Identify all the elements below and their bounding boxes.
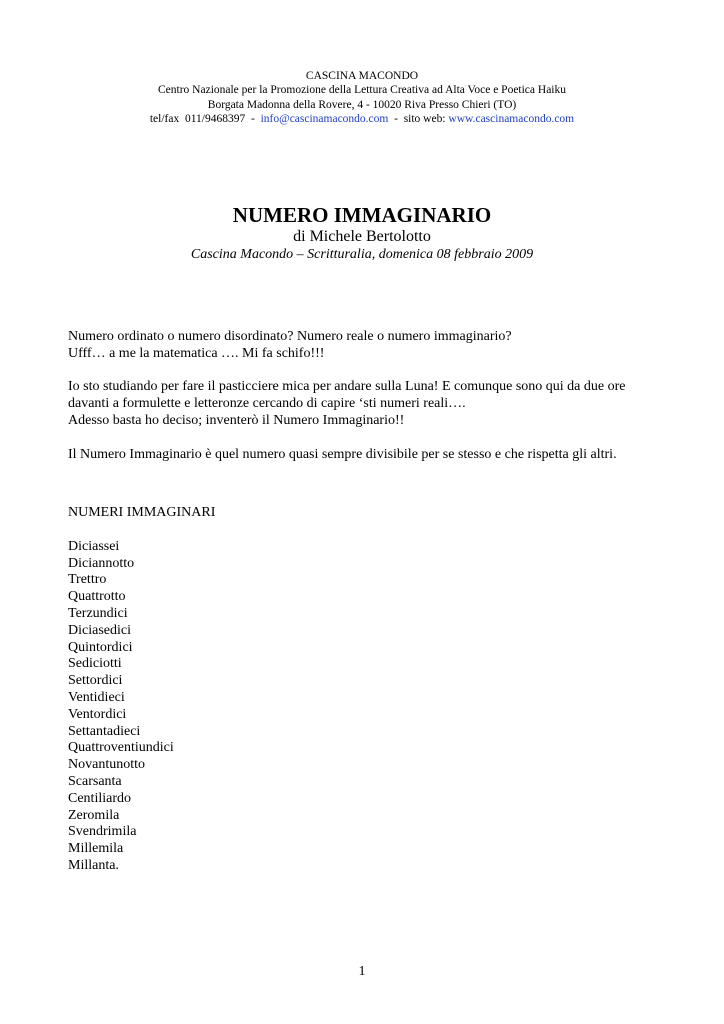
document-body [68,329,688,875]
list-item: Centiliardo [68,790,131,806]
list-item: Sediciotti [68,656,122,672]
title-block [0,203,724,264]
paragraph-line: Adesso basta ho deciso; inventerò il Numero Immaginario!! [68,412,405,428]
email-link[interactable]: info@cascinamacondo.com [260,113,389,126]
list-item: Terzundici [68,605,128,621]
list-item: Settordici [68,673,123,689]
letterhead [0,69,724,127]
list-item: Svendrimila [68,824,137,840]
phone-fax: tel/fax 011/9468397 - [149,113,261,126]
list-item: Quintordici [68,639,133,655]
org-description: Centro Nazionale per la Promozione della Lettura Creativa ad Alta Voce e Poetica Haiku [158,84,566,97]
paragraph-line: Io sto studiando per fare il pasticciere mica per andare sulla Luna! E comunque sono qui da due ore [68,379,626,395]
contact-line [0,112,724,126]
page-number: 1 [358,964,366,979]
list-item: Ventidieci [68,689,125,705]
list-item: Millanta. [68,857,119,873]
website-link[interactable]: www.cascinamacondo.com [448,113,575,126]
imaginary-numbers-list [68,539,688,875]
paragraph-line: Numero ordinato o numero disordinato? Numero reale o numero immaginario? [68,329,512,344]
paragraph-line: davanti a formulette e letteronze cercando di capire ‘sti numeri reali…. [68,396,466,412]
list-item: Ventordici [68,706,127,722]
list-item: Settantadieci [68,723,141,739]
list-item: Novantunotto [68,757,145,773]
document-author: di Michele Bertolotto [293,228,431,245]
list-item: Trettro [68,572,107,588]
document-event: Cascina Macondo – Scritturalia, domenica 08 febbraio 2009 [190,247,534,262]
document-title: NUMERO IMMAGINARIO [232,203,492,227]
list-item: Millemila [68,841,124,857]
website-label: - sito web: [388,113,449,126]
org-name: CASCINA MACONDO [305,70,419,82]
org-address: Borgata Madonna della Rovere, 4 - 10020 Riva Presso Chieri (TO) [207,98,517,111]
paragraph-line: Ufff… a me la matematica …. Mi fa schifo!!! [68,345,325,361]
list-item: Diciasedici [68,622,131,638]
list-item: Quattrotto [68,589,126,605]
list-item: Scarsanta [68,773,122,789]
list-item: Diciassei [68,538,120,554]
list-item: Quattroventiundici [68,740,174,756]
list-heading: NUMERI IMMAGINARI [68,505,216,521]
paragraph-line: Il Numero Immaginario è quel numero quasi sempre divisibile per se stesso e che rispetta gli altri. [68,446,617,462]
list-item: Zeromila [68,807,120,823]
list-item: Diciannotto [68,555,135,571]
